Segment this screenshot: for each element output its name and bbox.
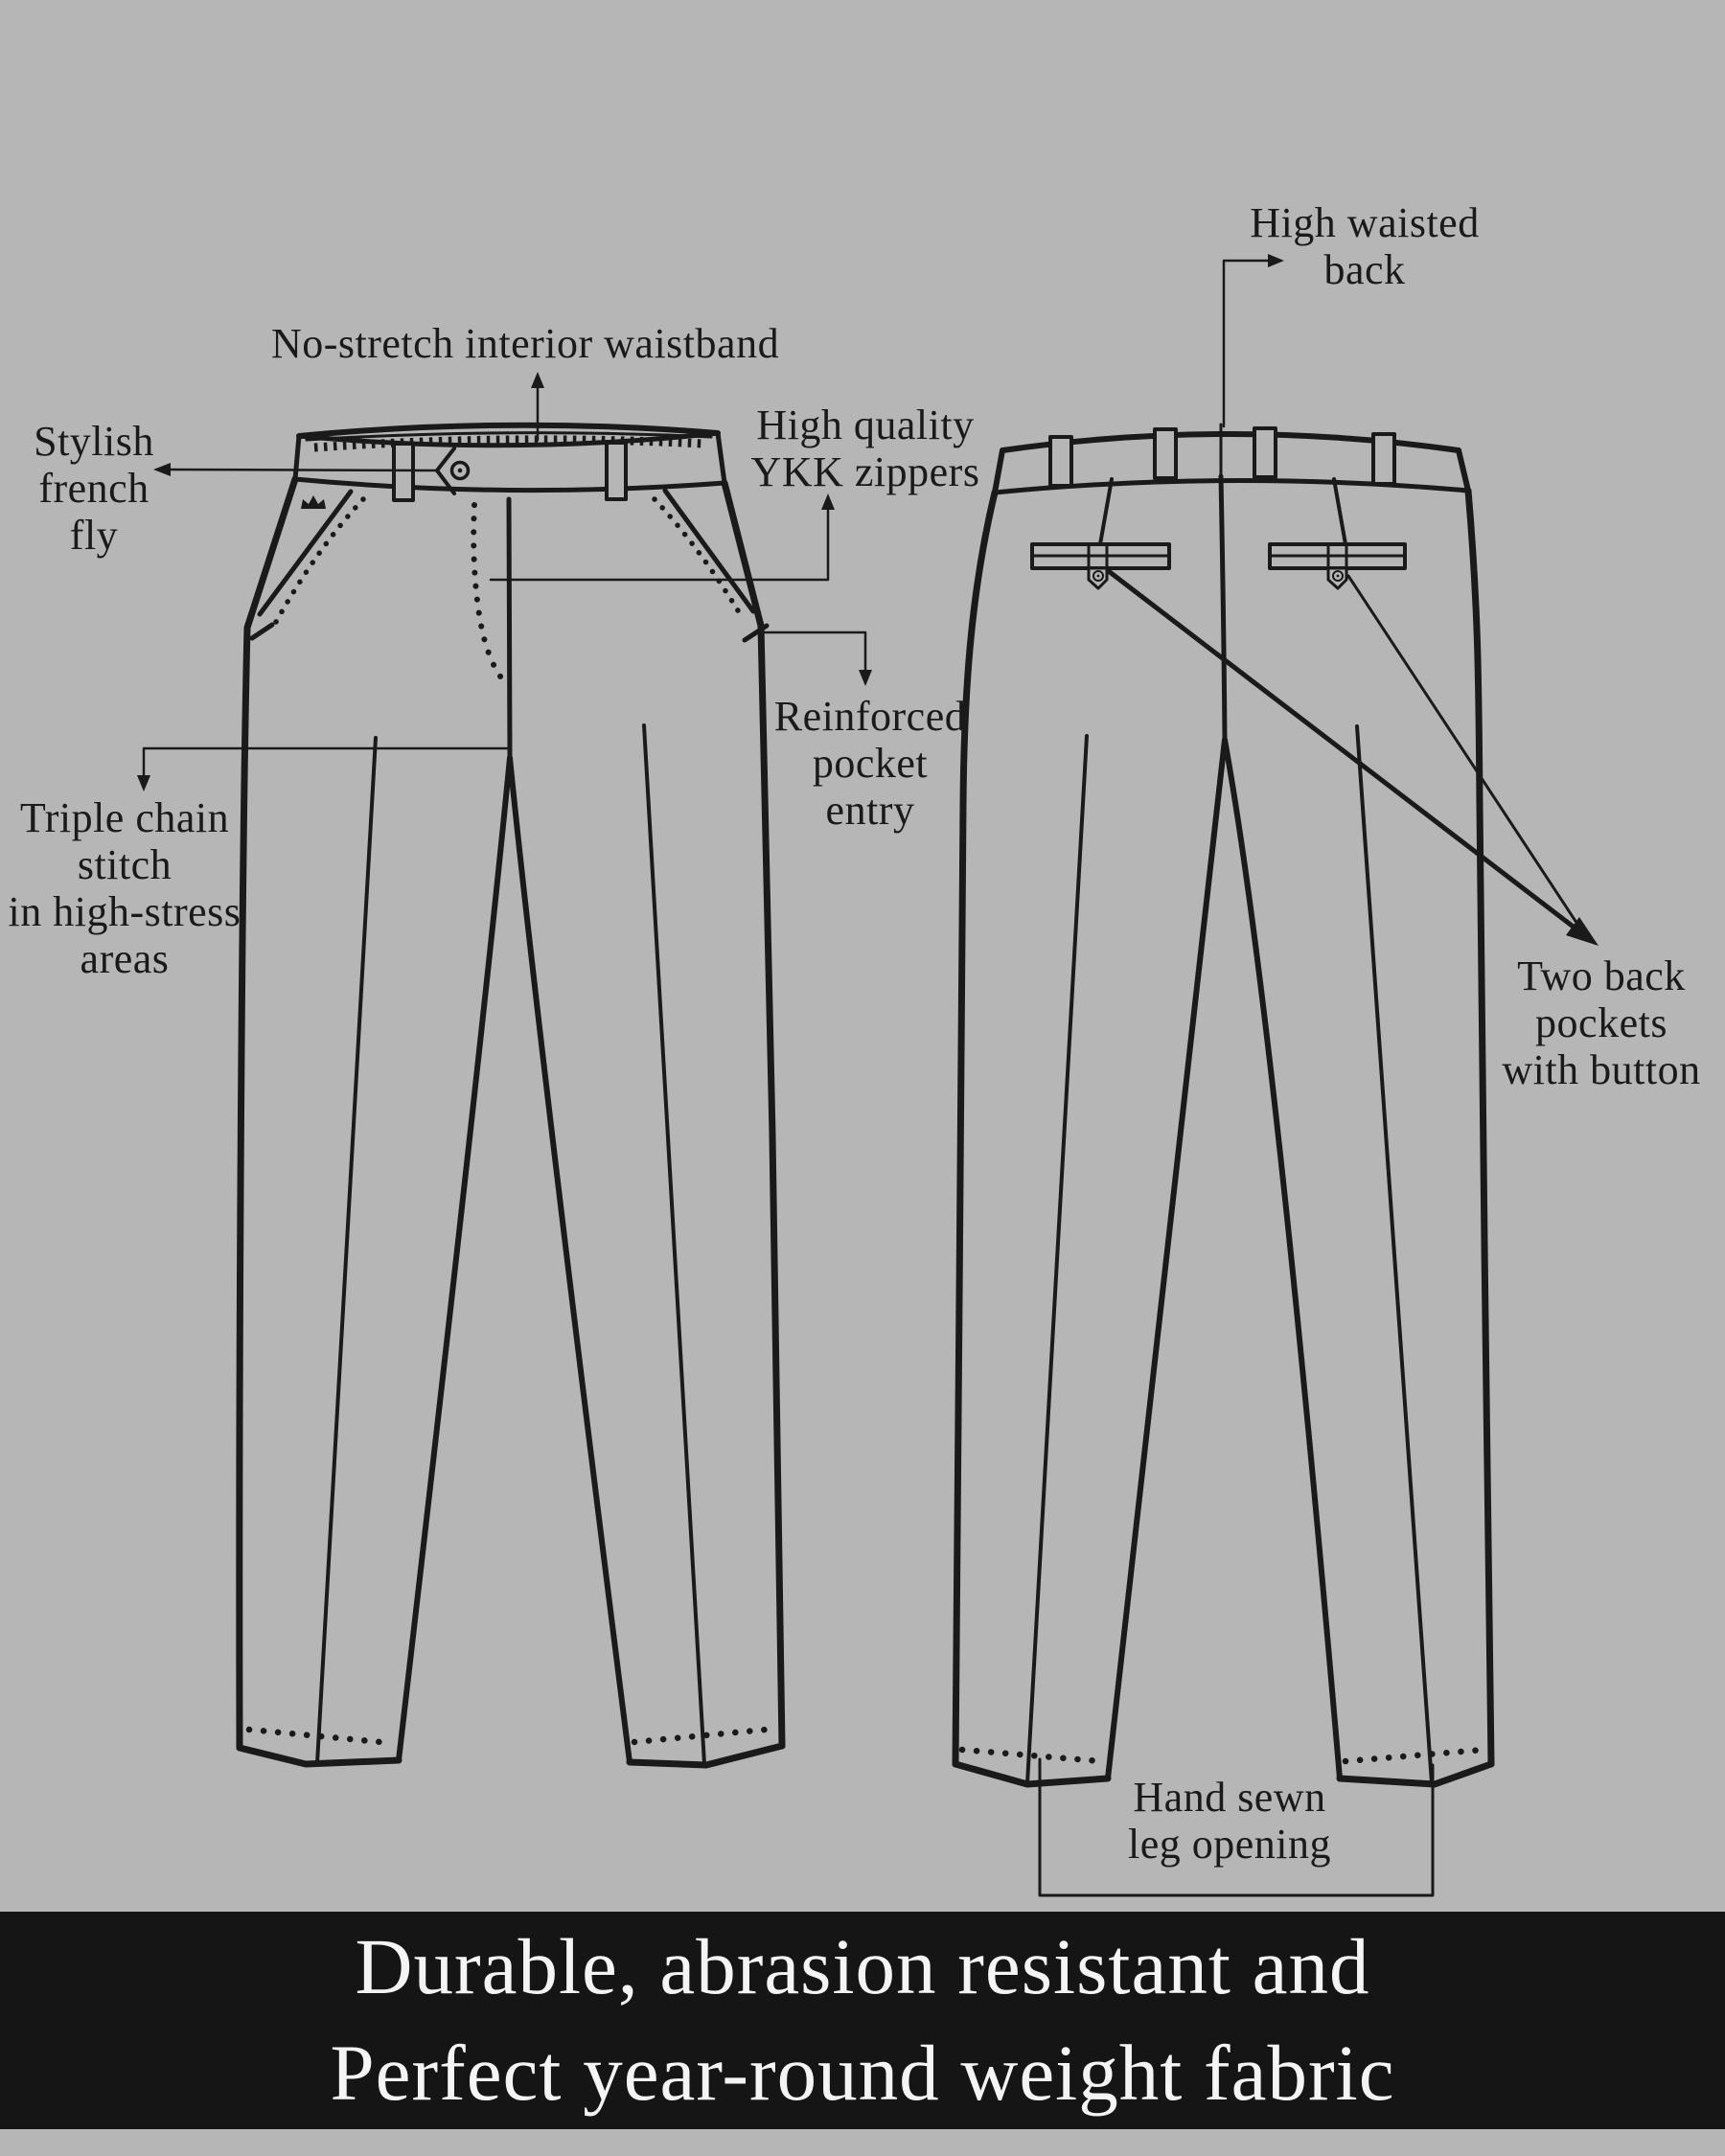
label-stylish-french-fly <box>34 418 154 559</box>
label-line: YKK zippers <box>750 448 980 495</box>
back-belt-loop-3 <box>1254 428 1276 477</box>
back-right-hem <box>1340 1764 1491 1784</box>
back-right-inseam <box>1225 740 1340 1778</box>
back-left-hem-stitch <box>962 1750 1101 1761</box>
back-waistband-right-edge <box>1459 450 1468 491</box>
front-belt-loop-right <box>607 443 626 499</box>
banner-line-2: Perfect year-round weight fabric <box>330 2029 1395 2117</box>
label-line: Stylish <box>34 418 154 465</box>
label-line: Reinforced <box>773 693 967 740</box>
arrow-ykk <box>491 504 828 580</box>
fabric-banner <box>0 1912 1725 2129</box>
back-left-side-seam <box>955 493 995 1764</box>
label-line: in high-stress <box>8 888 242 935</box>
back-belt-loop-1 <box>1050 437 1071 486</box>
front-waistband-left-edge <box>295 436 299 479</box>
front-waistband-bottom-edge <box>295 479 724 491</box>
back-pants-figure <box>955 424 1491 1784</box>
arrow-back-pocket-right <box>1348 576 1586 937</box>
arrowhead-no-stretch-icon <box>531 372 544 388</box>
front-right-side-seam <box>724 483 782 1746</box>
arrow-triple-chain <box>144 748 511 780</box>
label-line: Triple chain <box>19 794 230 841</box>
label-line: High waisted <box>1250 199 1480 246</box>
crown-logo-icon <box>301 495 326 509</box>
label-line: pockets <box>1535 999 1668 1046</box>
label-line: leg opening <box>1127 1821 1332 1868</box>
label-hand-sewn-leg-opening <box>1128 1774 1331 1868</box>
fly-button-dot <box>458 469 463 473</box>
front-right-crease <box>644 725 704 1764</box>
back-left-inseam <box>1108 740 1225 1778</box>
front-left-crease <box>317 738 376 1763</box>
front-pants-figure <box>240 425 782 1765</box>
label-line: No-stretch interior waistband <box>270 320 780 367</box>
arrowhead-ykk-icon <box>821 493 835 510</box>
front-left-inseam <box>399 758 510 1760</box>
label-line: Hand sewn <box>1133 1774 1326 1821</box>
label-triple-chain-stitch <box>9 794 242 982</box>
button-dot <box>1097 575 1100 578</box>
back-right-hem-stitch <box>1346 1750 1484 1761</box>
arrowhead-two-back-icon <box>1566 917 1598 946</box>
front-center-seam <box>509 499 510 758</box>
label-two-back-pockets <box>1502 952 1700 1093</box>
label-line: fly <box>69 512 119 559</box>
front-right-inseam <box>510 758 630 1762</box>
label-line: with button <box>1502 1046 1701 1093</box>
label-line: french <box>38 465 150 512</box>
front-waistband-right-edge <box>718 433 724 483</box>
back-belt-loop-4 <box>1373 434 1394 484</box>
arrowhead-stylish-fly-icon <box>153 463 171 476</box>
label-reinforced-pocket <box>774 693 966 834</box>
back-center-seam <box>1221 476 1225 740</box>
back-dart-left <box>1100 479 1112 544</box>
back-left-crease <box>1027 736 1087 1783</box>
back-dart-right <box>1334 479 1346 544</box>
arrow-back-pocket-left <box>1110 572 1583 934</box>
label-line: entry <box>825 787 915 834</box>
label-line: Two back <box>1517 952 1686 999</box>
label-line: areas <box>80 935 170 982</box>
label-no-stretch-waistband <box>271 320 779 367</box>
fly-stitch-dotted <box>473 505 508 685</box>
front-pocket-left-bartack <box>252 625 272 638</box>
label-ykk-zippers <box>751 401 980 495</box>
label-line: pocket <box>812 740 929 787</box>
banner-line-1: Durable, abrasion resistant and <box>355 1922 1370 2010</box>
front-pocket-left-stitch <box>276 499 363 622</box>
back-right-crease <box>1357 726 1432 1783</box>
front-belt-loop-left <box>394 444 413 500</box>
arrow-reinforced <box>757 632 865 675</box>
back-left-hem <box>955 1764 1108 1784</box>
label-line: stitch <box>77 841 172 888</box>
arrowhead-triple-chain-icon <box>137 775 150 791</box>
label-line: back <box>1323 246 1406 293</box>
button-dot <box>1337 575 1340 578</box>
back-waistband-left-edge <box>995 450 1002 493</box>
back-pocket-right <box>1270 544 1405 588</box>
arrowhead-reinforced-icon <box>859 670 872 686</box>
back-belt-loop-2 <box>1155 429 1176 478</box>
back-pocket-left <box>1032 544 1169 588</box>
back-right-side-seam <box>1468 491 1491 1764</box>
front-right-hem-stitch <box>634 1729 776 1742</box>
label-line: High quality <box>756 401 975 448</box>
label-high-waisted-back <box>1250 199 1479 293</box>
front-left-side-seam <box>240 479 295 1748</box>
